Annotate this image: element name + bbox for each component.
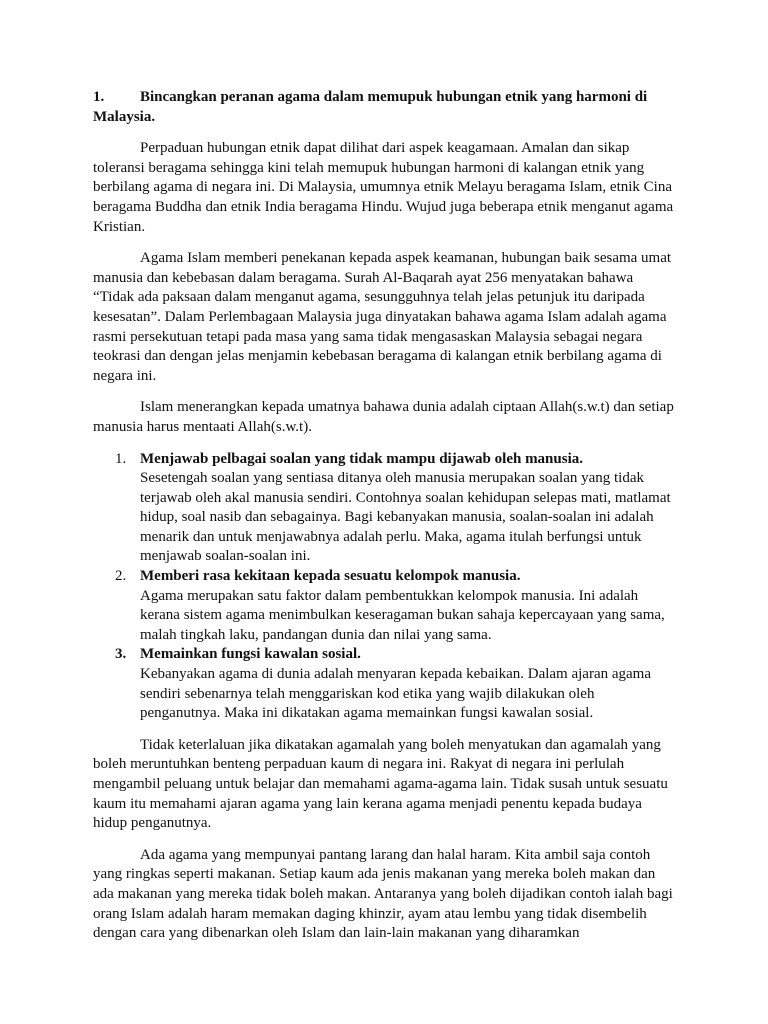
unity-paragraph: Tidak keterlaluan jika dikatakan agamalah yang boleh menyatukan dan agamalah yang boleh meruntuhkan benteng perpaduan kaum di negara ini. Rakyat di negara ini perlulah mengambil peluang untuk belajar dan memahami agama-agama lain. Tidak susah untuk sesuatu kaum itu memahami ajaran agama yang lain kerana agama menjadi penentu kepada budaya hidup penganutnya.	[93, 736, 668, 832]
list-item	[93, 645, 677, 723]
question-text: Bincangkan peranan agama dalam memupuk hubungan etnik yang harmoni di Malaysia.	[93, 89, 648, 125]
list-item	[93, 450, 677, 568]
list-item-number: 1.	[115, 450, 127, 467]
list-item-body: Kebanyakan agama di dunia adalah menyaran kepada kebaikan. Dalam ajaran agama sendiri sebenarnya telah menggariskan kod etika yang wajib dilakukan oleh penganutnya. Maka ini dikatakan agama memainkan fungsi kawalan sosial.	[140, 666, 651, 722]
creation-paragraph: Islam menerangkan kepada umatnya bahawa dunia adalah ciptaan Allah(s.w.t) dan setiap manusia harus mentaati Allah(s.w.t).	[93, 399, 674, 435]
list-item-body: Sesetengah soalan yang sentiasa ditanya oleh manusia merupakan soalan yang tidak terjawab oleh akal manusia sendiri. Contohnya soalan kehidupan selepas mati, matlamat hidup, soal nasib dan sebagainya. Bagi kebanyakan manusia, soalan-soalan ini adalah menarik dan untuk menjawabnya adalah perlu. Maka, agama itulah berfungsi untuk menjawab soalan-soalan ini.	[140, 470, 671, 565]
function-list	[93, 450, 677, 724]
islam-paragraph: Agama Islam memberi penekanan kepada aspek keamanan, hubungan baik sesama umat manusia dan kebebasan dalam beragama. Surah Al-Baqarah ayat 256 menyatakan bahawa “Tidak ada paksaan dalam menganut agama, sesungguhnya telah jelas petunjuk itu daripada kesesatan”. Dalam Perlembagaan Malaysia juga dinyatakan bahawa agama Islam adalah agama rasmi persekutuan tetapi pada masa yang sama tidak mengasaskan Malaysia sebagai negara teokrasi dan dengan jelas menjamin kebebasan beragama di kalangan etnik berbilang agama di negara ini.	[93, 250, 672, 384]
list-item-title: Menjawab pelbagai soalan yang tidak mampu dijawab oleh manusia.	[140, 450, 583, 467]
list-item-number: 3.	[115, 646, 127, 663]
list-item-body: Agama merupakan satu faktor dalam pembentukkan kelompok manusia. Ini adalah kerana sistem agama menimbulkan keseragaman bukan sahaja kepercayaan yang sama, malah tingkah laku, pandangan dunia dan nilai yang sama.	[140, 587, 665, 643]
question-number: 1.	[93, 89, 105, 105]
question-heading	[93, 88, 677, 127]
intro-paragraph: Perpaduan hubungan etnik dapat dilihat dari aspek keagamaan. Amalan dan sikap toleransi beragama sehingga kini telah memupuk hubungan harmoni di kalangan etnik yang berbilang agama di negara ini. Di Malaysia, umumnya etnik Melayu beragama Islam, etnik Cina beragama Buddha dan etnik India beragama Hindu. Wujud juga beberapa etnik menganut agama Kristian.	[93, 140, 674, 235]
food-paragraph: Ada agama yang mempunyai pantang larang dan halal haram. Kita ambil saja contoh yang ringkas seperti makanan. Setiap kaum ada jenis makanan yang mereka boleh makan dan ada makanan yang mereka tidak boleh makan. Antaranya yang boleh dijadikan contoh ialah bagi orang Islam adalah haram memakan daging khinzir, ayam atau lembu yang tidak disembelih dengan cara yang dibenarkan oleh Islam dan lain-lain makanan yang diharamkan	[93, 846, 673, 942]
list-item-title: Memainkan fungsi kawalan sosial.	[140, 646, 361, 663]
list-item-number: 2.	[115, 568, 127, 585]
document-body	[93, 88, 677, 956]
list-item-title: Memberi rasa kekitaan kepada sesuatu kelompok manusia.	[140, 568, 521, 585]
list-item	[93, 567, 677, 645]
